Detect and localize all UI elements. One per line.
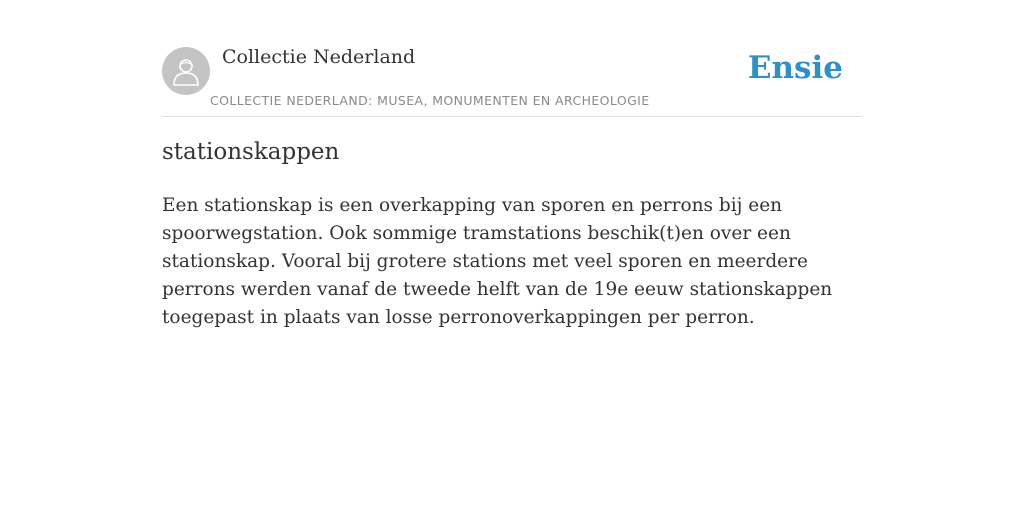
avatar[interactable] <box>162 47 210 95</box>
author-name-link[interactable]: Collectie Nederland <box>222 46 416 68</box>
definition-card <box>162 0 862 328</box>
source-label[interactable]: COLLECTIE NEDERLAND: MUSEA, MONUMENTEN EN ARCHEOLOGIE <box>210 93 650 108</box>
page-title: stationskappen <box>162 139 340 165</box>
user-silhouette-icon <box>171 56 201 86</box>
definition-body: Een stationskap is een overkapping van sporen en perrons bij een spoorwegstation. Ook sommige tramstations beschik(t)en over een stationskap. Vooral bij grotere stations met veel sporen en meerdere perrons werden vanaf de tweede helft van de 19e eeuw stationskappen toegepast in plaats van losse perronoverkappingen per perron. <box>162 195 833 328</box>
card-header <box>162 0 862 117</box>
brand-logo-link[interactable]: Ensie <box>747 50 843 86</box>
